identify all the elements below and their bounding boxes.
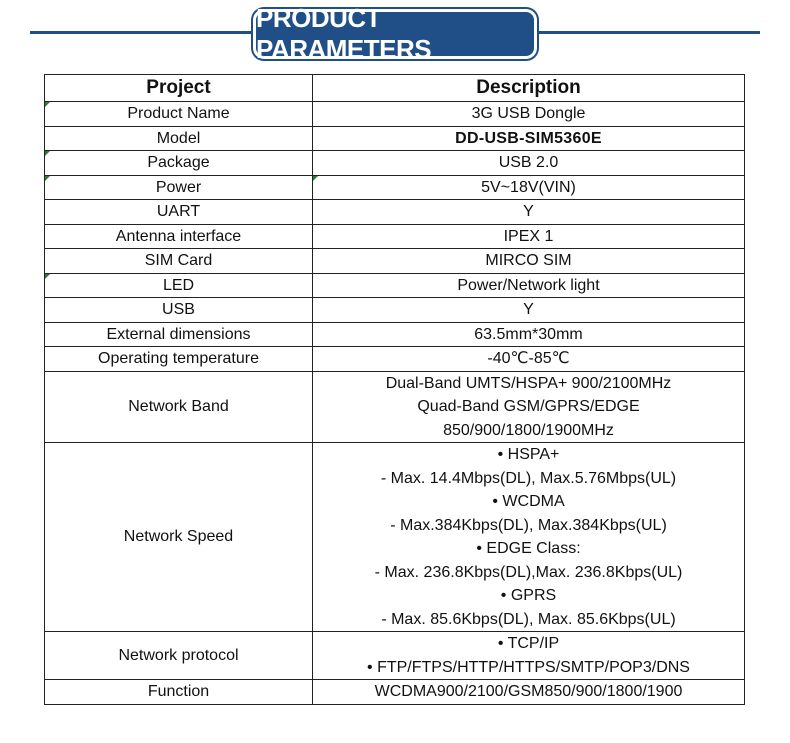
table-row	[45, 347, 745, 372]
value-line: - Max. 85.6Kbps(DL), Max. 85.6Kbps(UL)	[381, 610, 676, 628]
row-label-text: Power	[155, 178, 202, 196]
row-label: Model	[45, 126, 313, 151]
row-value: Y	[313, 298, 745, 323]
cell-marker-icon	[45, 102, 50, 107]
cell-marker-icon	[45, 274, 50, 279]
value-line: • FTP/FTPS/HTTP/HTTPS/SMTP/POP3/DNS	[367, 658, 690, 676]
header-rule-right	[532, 31, 760, 34]
row-value: Power/Network light	[313, 273, 745, 298]
table-row	[45, 102, 745, 127]
table-row	[45, 680, 745, 705]
row-label: Network Band	[45, 371, 313, 443]
value-line: Dual-Band UMTS/HSPA+ 900/2100MHz	[385, 374, 672, 392]
table-row	[45, 175, 745, 200]
row-label	[45, 102, 313, 127]
page-title: PRODUCT PARAMETERS	[256, 12, 534, 56]
cell-marker-icon	[313, 176, 318, 181]
table-header-row	[45, 75, 745, 102]
value-line: 850/900/1800/1900MHz	[443, 421, 614, 439]
row-value: 3G USB Dongle	[313, 102, 745, 127]
table-row	[45, 200, 745, 225]
value-line: Quad-Band GSM/GPRS/EDGE	[417, 398, 640, 415]
table-row	[45, 224, 745, 249]
table-row	[45, 273, 745, 298]
row-label-text: Package	[147, 154, 210, 171]
value-line: • GPRS	[500, 587, 557, 604]
table-row	[45, 298, 745, 323]
row-label: Operating temperature	[45, 347, 313, 372]
row-value	[313, 175, 745, 200]
table-row	[45, 371, 745, 443]
row-value	[313, 632, 745, 680]
table-row	[45, 443, 745, 632]
row-value: DD-USB-SIM5360E	[313, 126, 745, 151]
row-label: Function	[45, 680, 313, 705]
cell-marker-icon	[45, 176, 50, 181]
row-label: Network protocol	[45, 632, 313, 680]
value-line: - Max.384Kbps(DL), Max.384Kbps(UL)	[390, 516, 667, 534]
table-row	[45, 151, 745, 176]
row-label	[45, 151, 313, 176]
row-value-text: 5V~18V(VIN)	[481, 178, 576, 196]
value-line: - Max. 14.4Mbps(DL), Max.5.76Mbps(UL)	[380, 469, 677, 487]
row-value: -40℃-85℃	[313, 347, 745, 372]
row-value	[313, 371, 745, 443]
row-label: Antenna interface	[45, 224, 313, 249]
row-label: External dimensions	[45, 322, 313, 347]
row-label-text: Product Name	[127, 105, 230, 122]
table-row	[45, 322, 745, 347]
column-header-project: Project	[45, 75, 313, 102]
row-label: UART	[45, 200, 313, 225]
cell-marker-icon	[45, 151, 50, 156]
row-label: Network Speed	[45, 443, 313, 632]
value-line: • TCP/IP	[497, 635, 560, 652]
row-label	[45, 175, 313, 200]
table-row	[45, 126, 745, 151]
parameters-table	[44, 74, 745, 705]
column-header-description: Description	[313, 75, 745, 102]
value-line: - Max. 236.8Kbps(DL),Max. 236.8Kbps(UL)	[374, 563, 683, 581]
row-value: WCDMA900/2100/GSM850/900/1800/1900	[313, 680, 745, 705]
table-row	[45, 632, 745, 680]
row-label: USB	[45, 298, 313, 323]
row-label: SIM Card	[45, 249, 313, 274]
table-row	[45, 249, 745, 274]
row-label	[45, 273, 313, 298]
value-line: • WCDMA	[492, 493, 565, 510]
row-value: IPEX 1	[313, 224, 745, 249]
header-rule-left	[30, 31, 260, 34]
value-line: • EDGE Class:	[476, 540, 581, 557]
row-value: Y	[313, 200, 745, 225]
row-value: 63.5mm*30mm	[313, 322, 745, 347]
row-value: MIRCO SIM	[313, 249, 745, 274]
row-value	[313, 443, 745, 632]
row-label-text: LED	[162, 276, 195, 294]
row-value: USB 2.0	[313, 151, 745, 176]
value-line: • HSPA+	[497, 446, 560, 463]
